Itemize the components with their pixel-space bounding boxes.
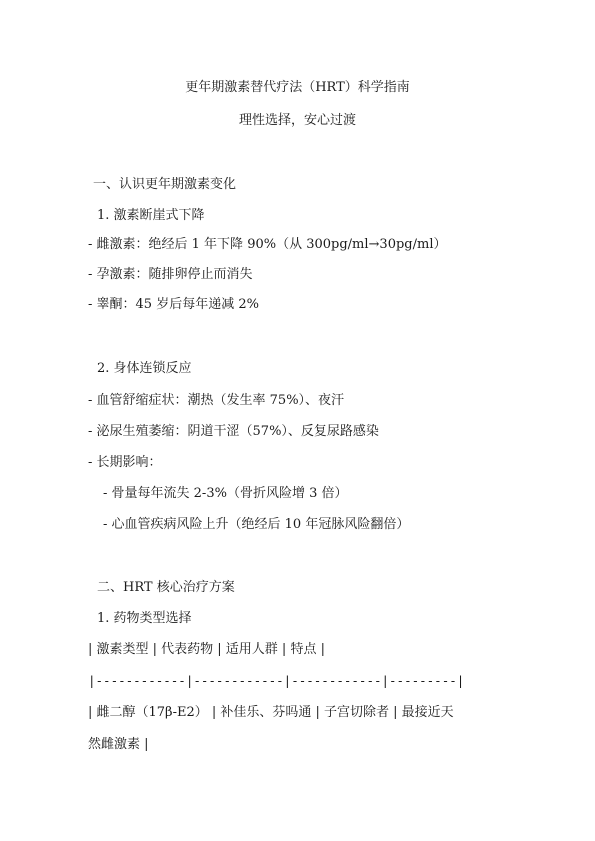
subsection-heading-1-2: 2. 身体连锁反应 bbox=[97, 361, 192, 376]
list-item: - 泌尿生殖萎缩：阴道干涩（57%）、反复尿路感染 bbox=[88, 424, 379, 439]
table-row-continuation: 然雌激素 | bbox=[88, 737, 149, 752]
list-item: - 雌激素：绝经后 1 年下降 90%（从 300pg/ml→30pg/ml） bbox=[88, 237, 447, 252]
document-title: 更年期激素替代疗法（HRT）科学指南 bbox=[185, 80, 410, 95]
table-separator-line: |------------|------------|------------|---------| bbox=[88, 673, 465, 688]
table-row-line: | 雌二醇（17β-E2） | 补佳乐、芬吗通 | 子宫切除者 | 最接近天 bbox=[88, 705, 454, 720]
table-header-line: | 激素类型 | 代表药物 | 适用人群 | 特点 | bbox=[88, 642, 325, 657]
nested-list-item: - 心血管疾病风险上升（绝经后 10 年冠脉风险翻倍） bbox=[103, 517, 410, 532]
document-subtitle: 理性选择，安心过渡 bbox=[238, 113, 356, 128]
nested-list-item: - 骨量每年流失 2-3%（骨折风险增 3 倍） bbox=[103, 486, 348, 501]
list-item: - 长期影响： bbox=[88, 455, 162, 470]
section-heading-2: 二、HRT 核心治疗方案 bbox=[97, 580, 235, 595]
list-item: - 睾酮：45 岁后每年递减 2% bbox=[88, 297, 259, 312]
list-item: - 孕激素：随排卵停止而消失 bbox=[88, 267, 253, 282]
section-heading-1: 一、认识更年期激素变化 bbox=[93, 177, 237, 192]
subsection-heading-2-1: 1. 药物类型选择 bbox=[97, 611, 192, 626]
subsection-heading-1-1: 1. 激素断崖式下降 bbox=[97, 208, 205, 223]
list-item: - 血管舒缩症状：潮热（发生率 75%）、夜汗 bbox=[88, 393, 345, 408]
